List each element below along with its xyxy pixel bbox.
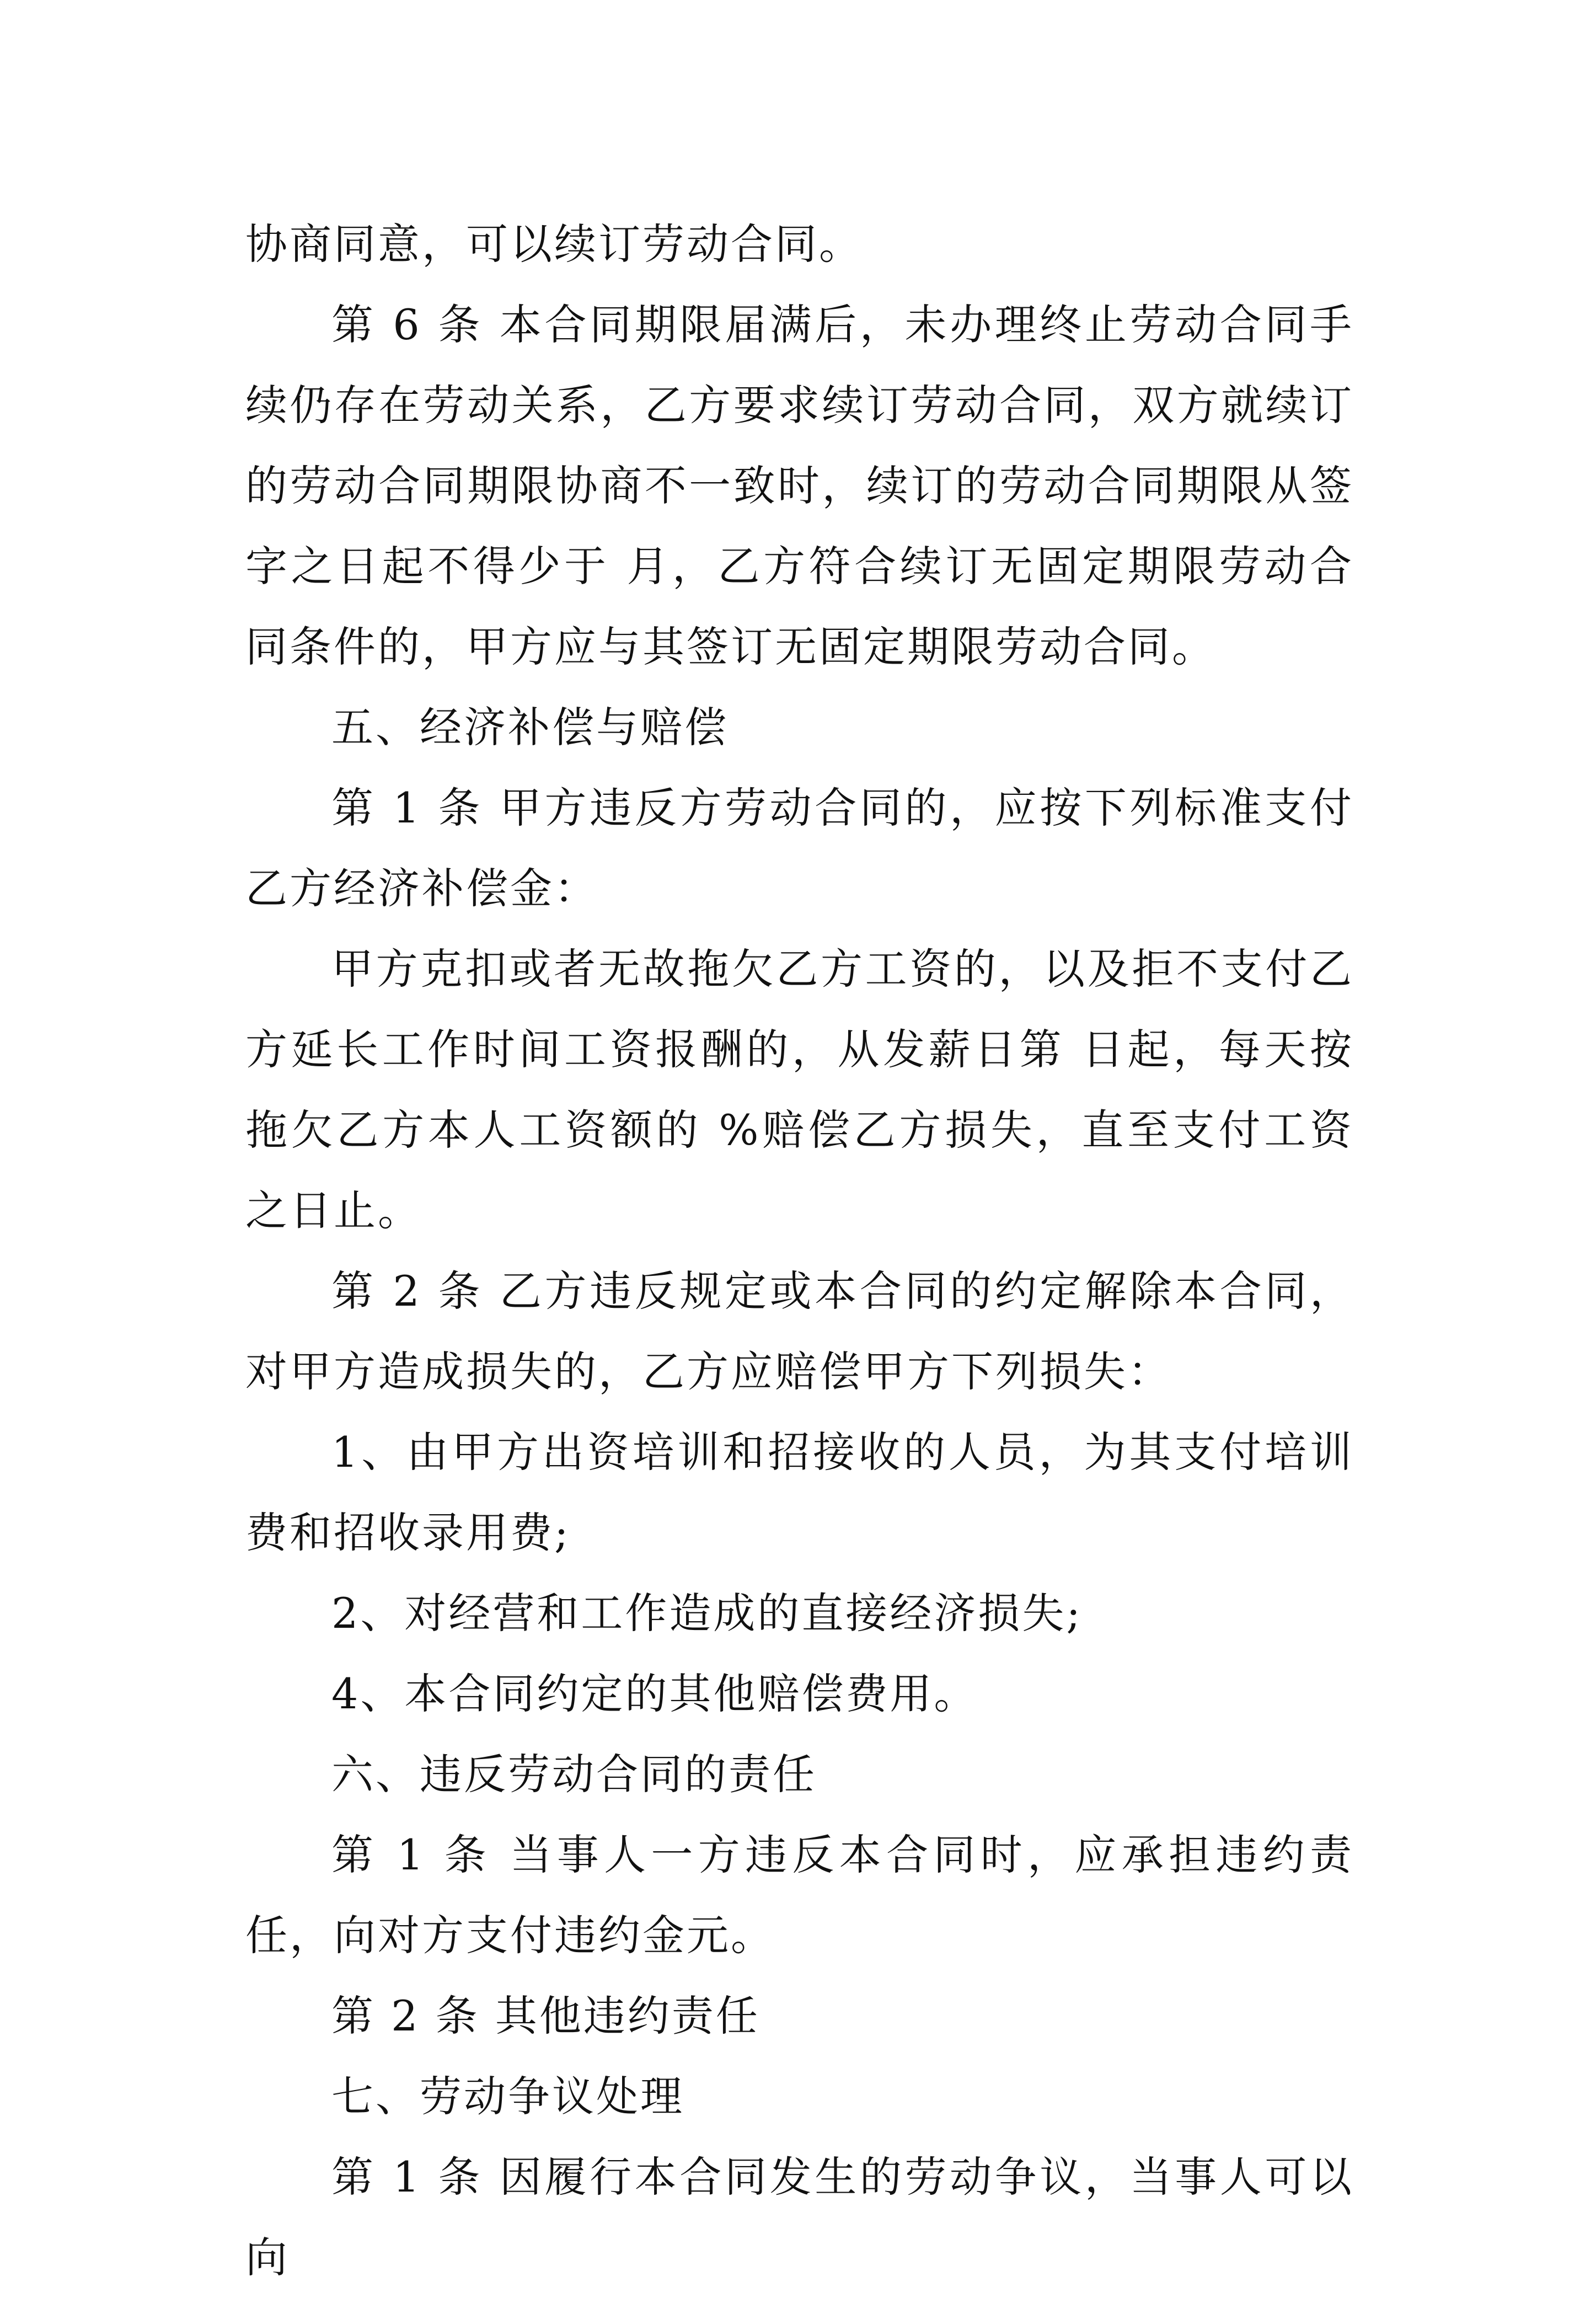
document-body: [245, 204, 1354, 2298]
paragraph-liability-article-1: 第 1 条 当事人一方违反本合同时，应承担违约责任，向对方支付违约金元。: [245, 1830, 1354, 1960]
paragraph-dispute-article-1: 第 1 条 因履行本合同发生的劳动争议，当事人可以向: [245, 2152, 1354, 2282]
list-item-2: 2、对经营和工作造成的直接经济损失;: [331, 1589, 1083, 1638]
paragraph-article-2: 第 2 条 乙方违反规定或本合同的约定解除本合同，对甲方造成损失的，乙方应赔偿甲方下列损失：: [245, 1266, 1354, 1396]
list-item-4: 4、本合同约定的其他赔偿费用。: [331, 1669, 978, 1718]
section-heading-5: 五、经济补偿与赔偿: [331, 703, 729, 752]
paragraph-wage-arrears: 甲方克扣或者无故拖欠乙方工资的，以及拒不支付乙方延长工作时间工资报酬的，从发薪日第 日起，每天按拖欠乙方本人工资额的 %赔偿乙方损失，直至支付工资之日止。: [245, 944, 1354, 1235]
section-heading-6: 六、违反劳动合同的责任: [331, 1750, 817, 1799]
paragraph-liability-article-2: 第 2 条 其他违约责任: [331, 1991, 760, 2040]
list-item-1: 1、由甲方出资培训和招接收的人员，为其支付培训费和招收录用费;: [245, 1428, 1354, 1557]
paragraph-article-6: 第 6 条 本合同期限届满后，未办理终止劳动合同手续仍存在劳动关系，乙方要求续订劳动合同，双方就续订的劳动合同期限协商不一致时，续订的劳动合同期限从签字之日起不得少于 月，乙方符合续订无固定期限劳动合同条件的，甲方应与其签订无固定期限劳动合同。: [245, 300, 1354, 671]
section-heading-7: 七、劳动争议处理: [331, 2072, 684, 2121]
paragraph-continuation: 协商同意，可以续订劳动合同。: [245, 220, 863, 269]
paragraph-article-1: 第 1 条 甲方违反方劳动合同的，应按下列标准支付乙方经济补偿金：: [245, 783, 1354, 913]
